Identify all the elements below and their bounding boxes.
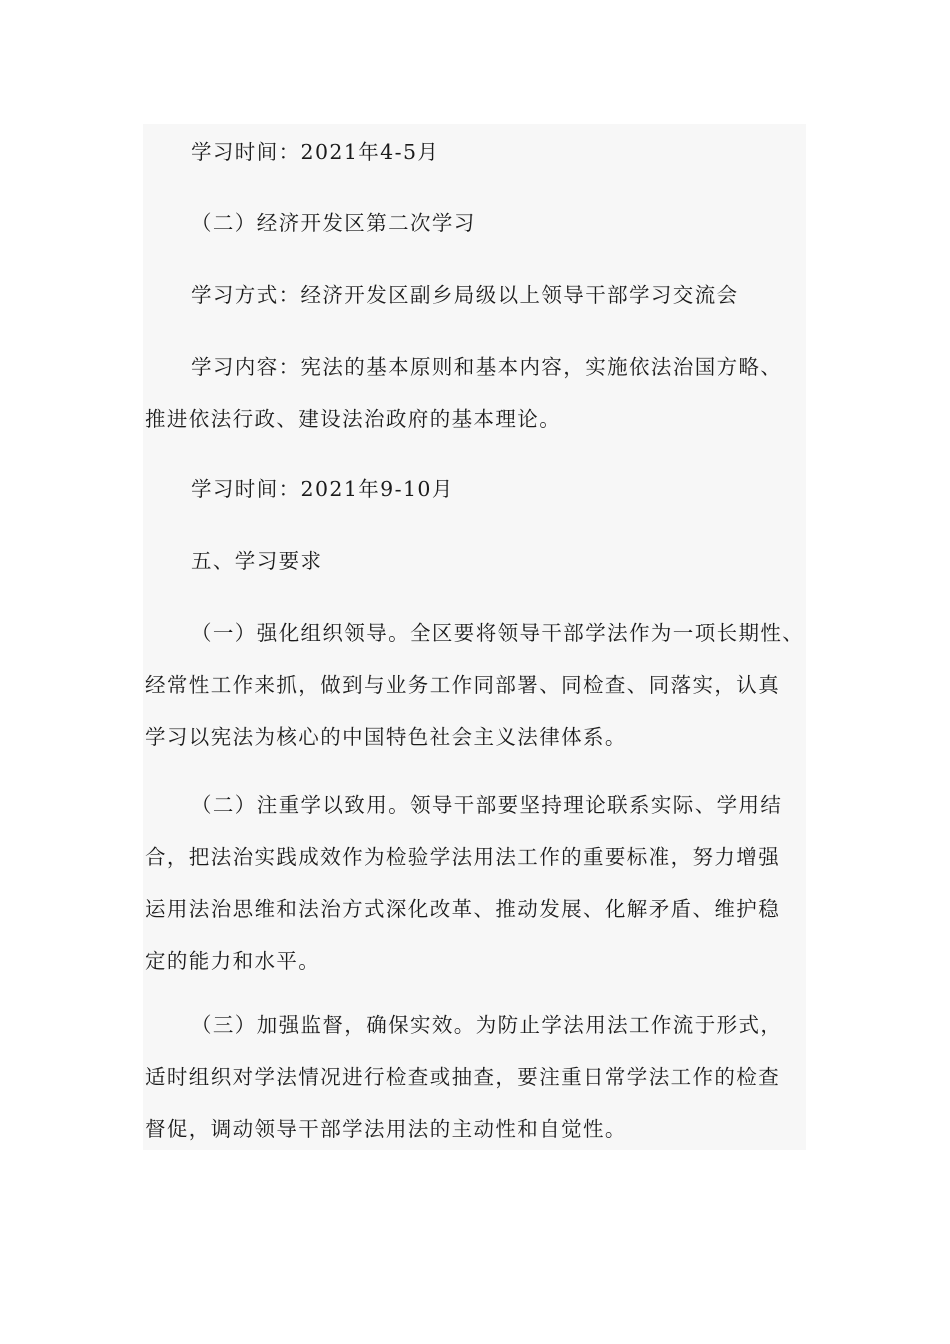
text-line: （一）强化组织领导。全区要将领导干部学法作为一项长期性、 bbox=[191, 621, 805, 645]
text-line: 合，把法治实践成效作为检验学法用法工作的重要标准，努力增强 bbox=[145, 845, 781, 869]
requirement-paragraph-3 bbox=[145, 999, 805, 1155]
text-line: 推进依法行政、建设法治政府的基本理论。 bbox=[145, 407, 562, 431]
study-method-paragraph bbox=[145, 269, 805, 321]
requirement-paragraph-2 bbox=[145, 779, 805, 987]
text-line: 学习内容：宪法的基本原则和基本内容，实施依法治国方略、 bbox=[191, 355, 783, 379]
text-line: （三）加强监督，确保实效。为防止学法用法工作流于形式， bbox=[191, 1013, 783, 1037]
text-line: （二）经济开发区第二次学习 bbox=[191, 211, 476, 235]
section-heading-second-study bbox=[145, 197, 805, 249]
study-time-paragraph-2 bbox=[145, 463, 805, 515]
text-line: 督促，调动领导干部学法用法的主动性和自觉性。 bbox=[145, 1117, 627, 1141]
text-line: 学习时间：2021年9-10月 bbox=[191, 477, 454, 501]
text-line: （二）注重学以致用。领导干部要坚持理论联系实际、学用结 bbox=[191, 793, 783, 817]
text-line: 学习以宪法为核心的中国特色社会主义法律体系。 bbox=[145, 725, 627, 749]
text-line: 经常性工作来抓，做到与业务工作同部署、同检查、同落实，认真 bbox=[145, 673, 781, 697]
text-line: 学习时间：2021年4-5月 bbox=[191, 140, 440, 164]
text-line: 运用法治思维和法治方式深化改革、推动发展、化解矛盾、维护稳 bbox=[145, 897, 781, 921]
text-line: 学习方式：经济开发区副乡局级以上领导干部学习交流会 bbox=[191, 283, 739, 307]
section-heading-requirements bbox=[145, 535, 805, 587]
study-content-paragraph bbox=[145, 341, 805, 445]
text-line: 五、学习要求 bbox=[191, 549, 323, 573]
study-time-paragraph-1 bbox=[145, 126, 805, 178]
requirement-paragraph-1 bbox=[145, 607, 805, 763]
text-line: 适时组织对学法情况进行检查或抽查，要注重日常学法工作的检查 bbox=[145, 1065, 781, 1089]
text-line: 定的能力和水平。 bbox=[145, 949, 321, 973]
